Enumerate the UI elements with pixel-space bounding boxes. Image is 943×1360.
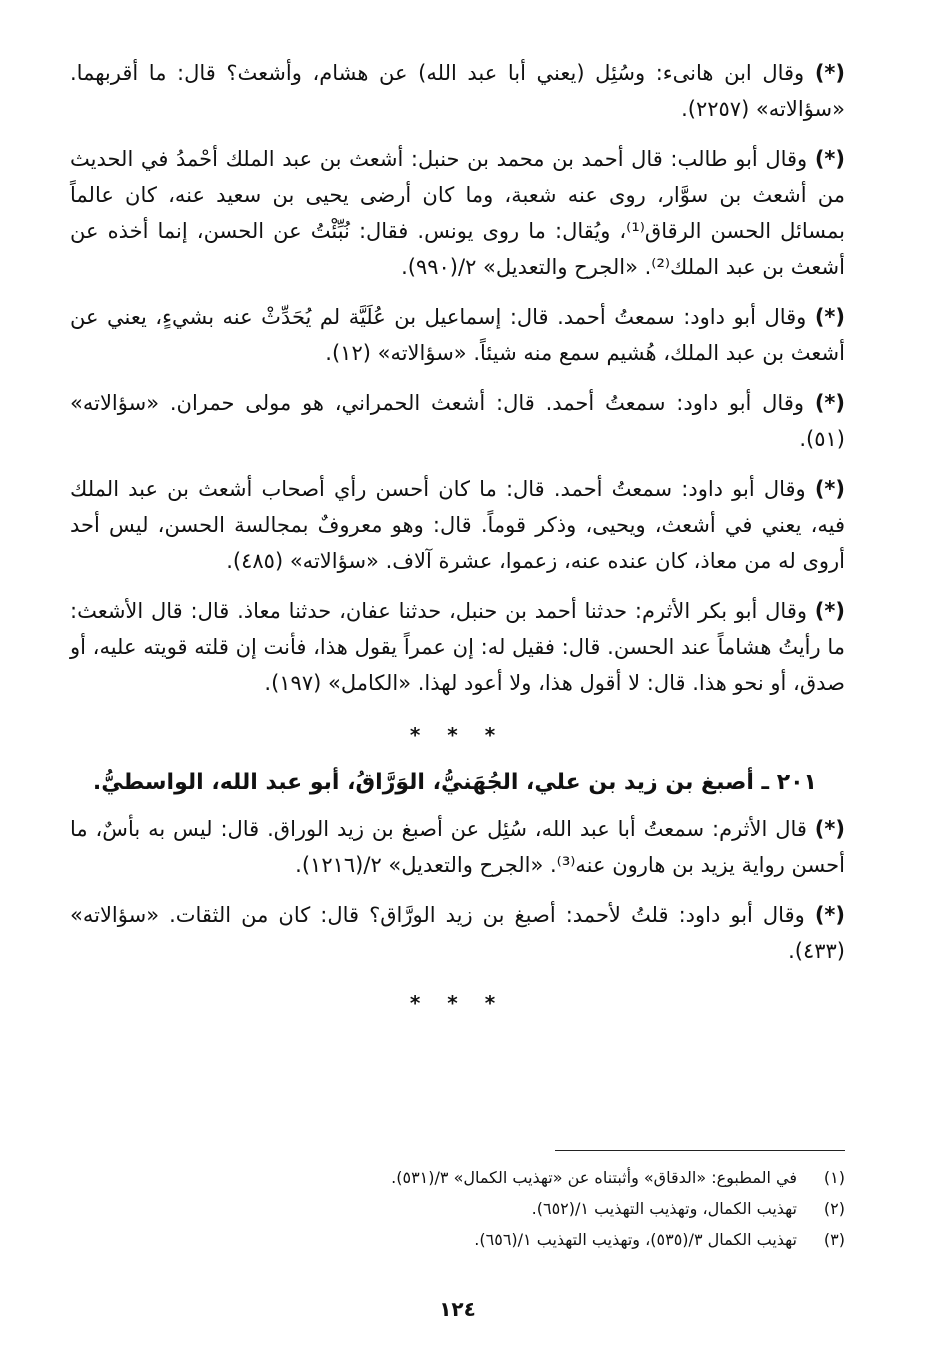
footnote-number: (٢) [823,1199,845,1218]
entry-heading: ٢٠١ ـ أصبغ بن زيد بن علي، الجُهَنيُّ، الوَرَّاقُ، أبو عبد الله، الواسطيُّ. [92,770,817,795]
paragraph-text: وقال أبو داود: قلتُ لأحمد: أصبغ بن زيد الورَّاق؟ قال: كان من الثقات. «سؤالاته» (٤٣٣). [70,903,845,963]
paragraph-8 [70,897,845,969]
paragraph-text: وقال أبو داود: سمعتُ أحمد. قال: إسماعيل بن عُلَيَّة لم يُحَدِّثْ عنه بشيءٍ، يعني عن أشعث بن عبد الملك، هُشيم سمع منه شيئاً. «سؤالاته» (١٢). [70,305,845,365]
footnote [70,1224,845,1255]
page-number: ١٢٤ [439,1297,476,1321]
entry-marker: (*) [814,477,845,501]
footnote-divider [555,1150,845,1151]
entry-marker: (*) [814,817,845,841]
paragraph-1 [70,55,845,127]
paragraph-2 [70,141,845,285]
paragraph-text: وقال ابن هانىء: وسُئِل (يعني أبا عبد الله) عن هشام، وأشعث؟ قال: ما أقربهما. «سؤالاته» (٢٢٥٧). [70,61,845,121]
footnote-text: تهذيب الكمال ٣/(٥٣٥)، وتهذيب التهذيب ١/(٦٥٦). [474,1230,797,1249]
entry-marker: (*) [814,391,845,415]
footnote [70,1162,845,1193]
paragraph-text: قال الأثرم: سمعتُ أبا عبد الله، سُئِل عن أصبغ بن زيد الوراق. قال: ليس به بأسٌ، ما أحسن رواية يزيد بن هارون عنه⁽³⁾. «الجرح والتعديل» ٢/(١٢١٦). [70,817,845,877]
entry-marker: (*) [814,147,845,171]
footnote [70,1193,845,1224]
paragraph-text: وقال أبو بكر الأثرم: حدثنا أحمد بن حنبل، حدثنا عفان، حدثنا معاذ. قال: قال الأشعث: ما رأيتُ هشاماً عند الحسن. قال: فقيل له: إن عمراً يقول هذا، فأنت إن قلته قويته عليه، أو صدق، أو نحو هذا. قال: لا أقول هذا، ولا أعود لهذا. «الكامل» (١٩٧). [70,599,845,695]
footnote-number: (٣) [823,1230,845,1249]
paragraph-text: وقال أبو داود: سمعتُ أحمد. قال: أشعث الحمراني، هو مولى حمران. «سؤالاته» (٥١). [70,391,845,451]
page-body [70,55,845,1321]
section-separator: * * * [409,723,506,747]
entry-marker: (*) [814,305,845,329]
footnote-text: تهذيب الكمال، وتهذيب التهذيب ١/(٦٥٢). [531,1199,797,1218]
entry-marker: (*) [814,61,845,85]
paragraph-6 [70,593,845,701]
paragraph-3 [70,299,845,371]
paragraph-5 [70,471,845,579]
footnotes [70,1162,845,1255]
entry-marker: (*) [814,903,845,927]
footnote-number: (١) [823,1168,845,1187]
section-separator: * * * [409,991,506,1015]
paragraph-text: وقال أبو داود: سمعتُ أحمد. قال: ما كان أحسن رأي أصحاب أشعث بن عبد الملك فيه، يعني في أشعث، ويحيى، وذكر قوماً. قال: وهو معروفٌ بمجالسة الحسن، ليس أحد أروى له من معاذ، كان عنده عنه، زعموا، عشرة آلاف. «سؤالاته» (٤٨٥). [70,477,845,573]
paragraph-7 [70,811,845,883]
footnote-text: في المطبوع: «الدقاق» وأثبتناه عن «تهذيب الكمال» ٣/(٥٣١). [391,1168,797,1187]
paragraph-text: وقال أبو طالب: قال أحمد بن محمد بن حنبل: أشعث بن عبد الملك أحْمدُ في الحديث من أشعث بن سوَّار، روى عنه شعبة، وما كان أرضى يحيى بن سعيد عنه، كان عالماً بمسائل الحسن الرقاق⁽¹⁾، ويُقال: ما روى يونس. فقال: نُبِّئْتُ عن الحسن، إنما أخذه عن أشعث بن عبد الملك⁽²⁾. «الجرح والتعديل» ٢/(٩٩٠). [70,147,845,279]
paragraph-4 [70,385,845,457]
entry-marker: (*) [814,599,845,623]
